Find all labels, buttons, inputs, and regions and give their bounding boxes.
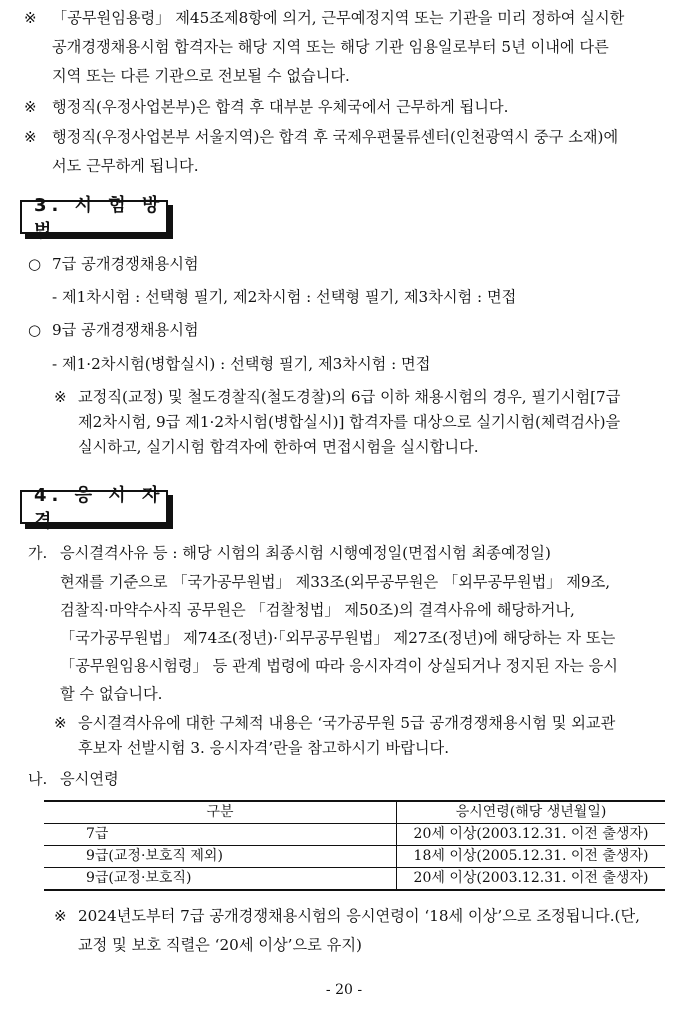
note-line: 행정직(우정사업본부 서울지역)은 합격 후 국제우편물류센터(인천광역시 중구 소재)에 bbox=[52, 128, 619, 146]
table-header-cell: 응시연령(해당 생년월일) bbox=[397, 801, 666, 824]
exam-detail: - 제1·2차시험(병합실시) : 선택형 필기, 제3차시험 : 면접 bbox=[52, 355, 431, 373]
exam-title: 7급 공개경쟁채용시험 bbox=[52, 255, 199, 273]
body-line: 「국가공무원법」 제74조(정년)·「외무공무원법」 제27조(정년)에 해당하는 자 또는 bbox=[60, 629, 616, 647]
table-header-cell: 구분 bbox=[44, 801, 397, 824]
table-header-row bbox=[44, 801, 665, 824]
note-mark: ※ bbox=[54, 907, 67, 925]
table-cell: 9급(교정·보호직 제외) bbox=[44, 846, 397, 868]
note-line: 지역 또는 다른 기관으로 전보될 수 없습니다. bbox=[52, 67, 350, 85]
note-line: 후보자 선발시험 3. 응시자격’란을 참고하시기 바랍니다. bbox=[78, 739, 450, 757]
note-line: 행정직(우정사업본부)은 합격 후 대부분 우체국에서 근무하게 됩니다. bbox=[52, 98, 509, 116]
page-number: - 20 - bbox=[325, 982, 363, 998]
section-heading-text: 4. 응 시 자 격 bbox=[34, 485, 165, 532]
exam-title: 9급 공개경쟁채용시험 bbox=[52, 321, 199, 339]
table-cell: 20세 이상(2003.12.31. 이전 출생자) bbox=[397, 868, 666, 891]
note-line: 2024년도부터 7급 공개경쟁채용시험의 응시연령이 ‘18세 이상’으로 조정됩니다.(단, bbox=[78, 907, 640, 925]
table-row bbox=[44, 868, 665, 891]
note-mark: ※ bbox=[24, 9, 37, 27]
age-table bbox=[44, 800, 665, 891]
note-line: 서도 근무하게 됩니다. bbox=[52, 157, 199, 175]
body-line: 검찰직·마약수사직 공무원은 「검찰청법」 제50조)의 결격사유에 해당하거나, bbox=[60, 601, 575, 619]
body-line: 응시결격사유 등 : 해당 시험의 최종시험 시행예정일(면접시험 최종예정일) bbox=[60, 544, 551, 562]
note-line: 교정 및 보호 직렬은 ‘20세 이상’으로 유지) bbox=[78, 936, 362, 954]
note-line: 공개경쟁채용시험 합격자는 해당 지역 또는 해당 기관 임용일로부터 5년 이내에 다른 bbox=[52, 38, 609, 56]
note-line: 교정직(교정) 및 철도경찰직(철도경찰)의 6급 이하 채용시험의 경우, 필기시험[7급 bbox=[78, 388, 621, 406]
note-line: 「공무원임용령」 제45조제8항에 의거, 근무예정지역 또는 기관을 미리 정하여 실시한 bbox=[52, 9, 625, 27]
note-line: 제2차시험, 9급 제1·2차시험(병합실시)] 합격자를 대상으로 실기시험(체력검사)을 bbox=[78, 413, 621, 431]
body-line: 할 수 없습니다. bbox=[60, 685, 163, 703]
table-cell: 7급 bbox=[44, 824, 397, 846]
note-mark: ※ bbox=[24, 98, 37, 116]
note-line: 응시결격사유에 대한 구체적 내용은 ‘국가공무원 5급 공개경쟁채용시험 및 외교관 bbox=[78, 714, 616, 732]
section-heading-text: 3. 시 험 방 법 bbox=[34, 195, 165, 242]
note-mark: ※ bbox=[54, 714, 67, 732]
item-label: 나. bbox=[28, 770, 48, 788]
exam-detail: - 제1차시험 : 선택형 필기, 제2차시험 : 선택형 필기, 제3차시험 : 면접 bbox=[52, 288, 517, 306]
bullet-circle: ○ bbox=[28, 255, 42, 273]
body-line: 「공무원임용시험령」 등 관계 법령에 따라 응시자격이 상실되거나 정지된 자는 응시 bbox=[60, 657, 618, 675]
table-cell: 9급(교정·보호직) bbox=[44, 868, 397, 891]
table-cell: 18세 이상(2005.12.31. 이전 출생자) bbox=[397, 846, 666, 868]
item-label: 가. bbox=[28, 544, 48, 562]
section-heading bbox=[20, 485, 168, 532]
note-mark: ※ bbox=[24, 128, 37, 146]
table-cell: 20세 이상(2003.12.31. 이전 출생자) bbox=[413, 826, 649, 842]
table-row bbox=[44, 824, 665, 846]
subsection-title: 응시연령 bbox=[60, 770, 119, 788]
table-row bbox=[44, 846, 665, 868]
body-line: 현재를 기준으로 「국가공무원법」 제33조(외무공무원은 「외무공무원법」 제9조, bbox=[60, 573, 611, 591]
section-heading bbox=[20, 195, 168, 242]
bullet-circle: ○ bbox=[28, 321, 42, 339]
note-mark: ※ bbox=[54, 388, 67, 406]
note-line: 실시하고, 실기시험 합격자에 한하여 면접시험을 실시합니다. bbox=[78, 438, 479, 456]
